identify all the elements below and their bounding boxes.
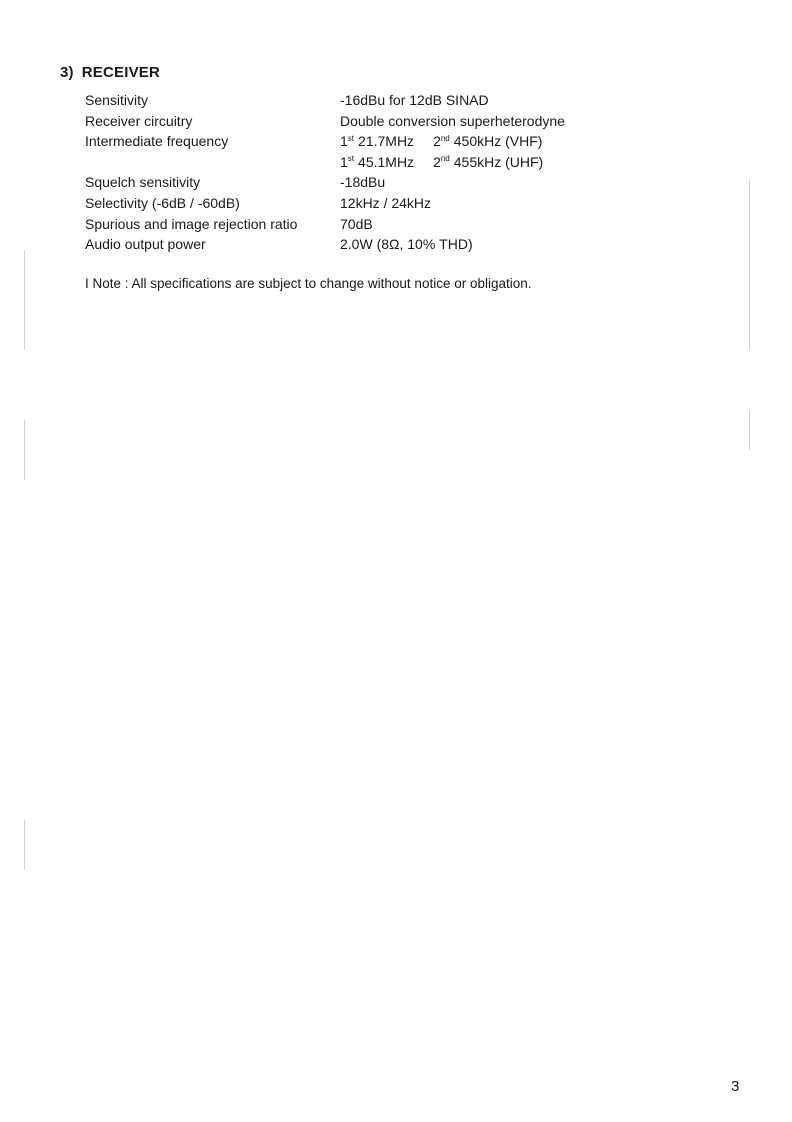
spec-label: Intermediate frequency [85,133,229,150]
spec-label: Receiver circuitry [85,112,193,129]
section-title: RECEIVER [81,64,161,81]
specification-note: I Note : All specifications are subject to change without notice or obligation. [85,276,532,291]
spec-label: Audio output power [85,236,206,253]
scan-mark [24,420,25,480]
scan-mark [749,410,750,450]
spec-label: Spurious and image rejection ratio [85,215,298,232]
spec-value-frequency [340,131,542,152]
second-if: 2nd 450kHz (VHF) [433,133,543,150]
scan-mark [24,250,25,350]
spec-row-audio-output-power [85,234,645,255]
section-heading [60,64,160,81]
second-if: 2nd 455kHz (UHF) [433,153,544,170]
spec-value: 2.0W (8Ω, 10% THD) [340,236,473,253]
spec-value: 70dB [340,215,373,232]
spec-value: -18dBu [340,174,386,191]
first-if: 1st 21.7MHz [340,133,415,150]
first-if: 1st 45.1MHz [340,153,415,170]
spec-label: Sensitivity [85,92,149,108]
spec-value: 12kHz / 24kHz [340,194,432,211]
scan-mark [749,180,750,350]
spec-value: Double conversion superheterodyne [340,112,565,129]
spec-row-squelch-sensitivity [85,172,645,193]
spec-label: Squelch sensitivity [85,174,201,191]
spec-row-spurious-rejection [85,214,645,235]
spec-row-intermediate-frequency [85,131,645,152]
spec-row-intermediate-frequency-uhf [85,152,645,173]
spec-label: Selectivity (-6dB / -60dB) [85,194,240,211]
scan-mark [24,820,25,870]
spec-value: -16dBu for 12dB SINAD [340,92,489,108]
spec-row-sensitivity [85,90,645,111]
section-number: 3) [60,64,74,81]
spec-row-selectivity [85,193,645,214]
receiver-spec-list [85,90,645,255]
spec-value-frequency [340,152,543,173]
page-number: 3 [731,1078,740,1095]
spec-row-receiver-circuitry [85,111,645,132]
